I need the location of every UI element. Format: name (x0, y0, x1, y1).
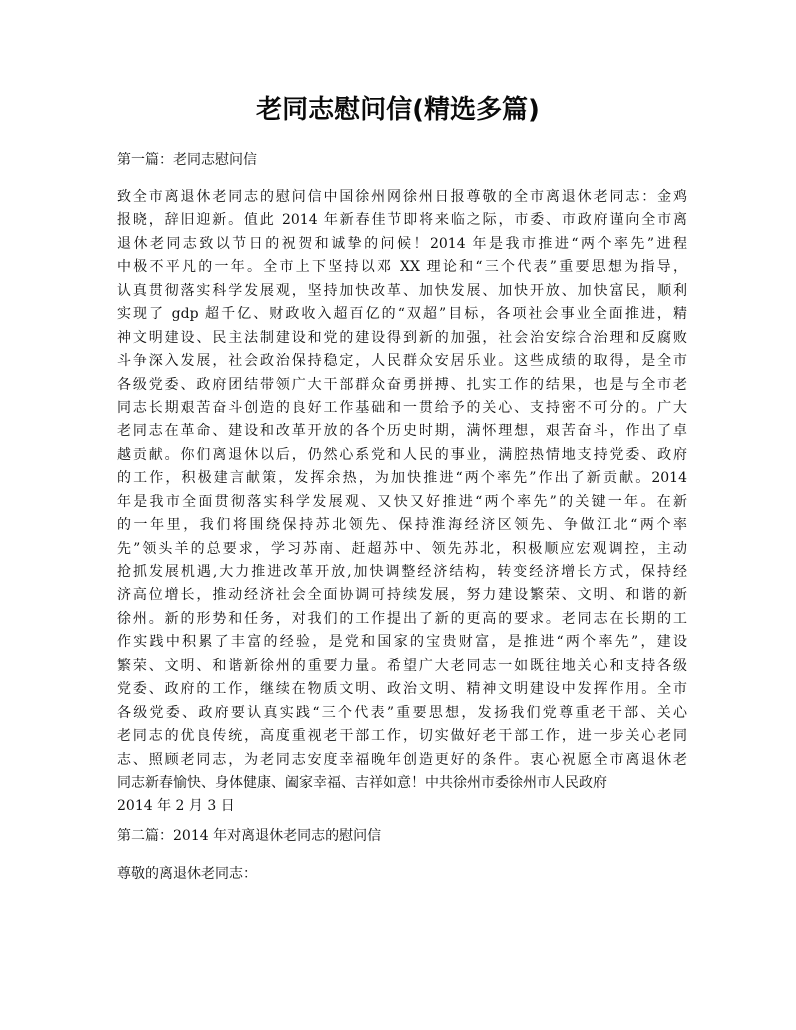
body-line: 抢抓发展机遇,大力推进改革开放,加快调整经济结构，转变经济增长方式，保持经 (117, 564, 687, 580)
body-line: 年是我市全面贯彻落实科学发展观、又快又好推进“两个率先”的关键一年。在新 (117, 493, 687, 510)
body-line: 的工作，积极建言献策，发挥余热，为加快推进“两个率先”作出了新贡献。2014 (117, 470, 687, 487)
body-line: 作实践中积累了丰富的经验，是党和国家的宝贵财富，是推进“两个率先”，建设 (117, 634, 687, 651)
body-line: 老同志的优良传统，高度重视老干部工作，切实做好老干部工作，进一步关心老同 (117, 728, 687, 745)
body-line: 党委、政府的工作，继续在物质文明、政治文明、精神文明建设中发挥作用。全市 (117, 681, 687, 698)
body-line: 济高位增长，推动经济社会全面协调可持续发展，努力建设繁荣、文明、和谐的新 (117, 587, 687, 604)
body-line: 同志新春愉快、身体健康、阖家幸福、吉祥如意！中共徐州市委徐州市人民政府 (117, 774, 607, 791)
section-1-heading: 第一篇：老同志慰问信 (117, 152, 257, 168)
body-line: 越贡献。你们离退休以后，仍然心系党和人民的事业，满腔热情地支持党委、政府 (117, 446, 687, 463)
body-line: 繁荣、文明、和谐新徐州的重要力量。希望广大老同志一如既往地关心和支持各级 (117, 657, 687, 674)
body-line: 报晓，辞旧迎新。值此 2014 年新春佳节即将来临之际，市委、市政府谨向全市离 (117, 212, 687, 229)
body-line: 实现了 gdp 超千亿、财政收入超百亿的“双超”目标，各项社会事业全面推进，精 (117, 306, 687, 323)
body-line: 老同志在革命、建设和改革开放的各个历史时期，满怀理想，艰苦奋斗，作出了卓 (117, 423, 687, 440)
body-line: 各级党委、政府团结带领广大干部群众奋勇拼搏、扎实工作的结果，也是与全市老 (117, 376, 687, 393)
document-title: 老同志慰问信(精选多篇) (256, 95, 540, 125)
body-line: 退休老同志致以节日的祝贺和诚挚的问候！2014 年是我市推进“两个率先”进程 (117, 235, 687, 252)
body-line: 徐州。新的形势和任务，对我们的工作提出了新的更高的要求。老同志在长期的工 (117, 610, 687, 627)
section-2-salutation: 尊敬的离退休老同志： (117, 866, 257, 882)
section-1-body (117, 186, 687, 819)
body-line: 的一年里，我们将围绕保持苏北领先、保持淮海经济区领先、争做江北“两个率 (117, 517, 687, 534)
body-line: 各级党委、政府要认真实践“三个代表”重要思想，发扬我们党尊重老干部、关心 (117, 704, 687, 721)
body-line: 同志长期艰苦奋斗创造的良好工作基础和一贯给予的关心、支持密不可分的。广大 (117, 399, 687, 416)
section-2-heading: 第二篇：2014 年对离退休老同志的慰问信 (117, 828, 382, 844)
body-line: 斗争深入发展，社会政治保持稳定，人民群众安居乐业。这些成绩的取得，是全市 (117, 353, 687, 370)
signature-date: 2014 年 2 月 3 日 (117, 798, 235, 815)
body-line: 致全市离退休老同志的慰问信中国徐州网徐州日报尊敬的全市离退休老同志：金鸡 (117, 189, 687, 205)
body-line: 先”领头羊的总要求，学习苏南、赶超苏中、领先苏北，积极顺应宏观调控，主动 (117, 540, 687, 557)
body-line: 中极不平凡的一年。全市上下坚持以邓 XX 理论和“三个代表”重要思想为指导， (117, 259, 687, 276)
body-line: 认真贯彻落实科学发展观，坚持加快改革、加快发展、加快开放、加快富民，顺利 (117, 282, 687, 299)
body-line: 志、照顾老同志，为老同志安度幸福晚年创造更好的条件。衷心祝愿全市离退休老 (117, 751, 687, 768)
body-line: 神文明建设、民主法制建设和党的建设得到新的加强，社会治安综合治理和反腐败 (117, 329, 687, 346)
